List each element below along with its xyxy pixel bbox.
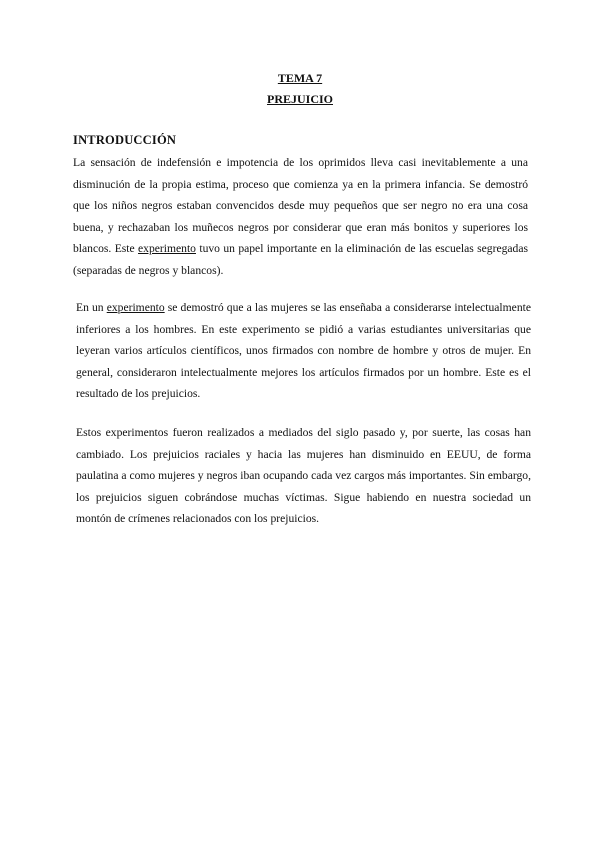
paragraph-2-text-start: En un	[76, 301, 107, 314]
paragraph-2-text-end: se demostró que a las mujeres se las enseñaba a considerarse intelectualmente inferiores a los hombres. En este experimento se pidió a varias estudiantes universitarias que leyeran varios artículos científicos, unos firmados con nombre de hombre y otros de mujer. En general, consideraron intelectualmente mejores los artículos firmados por un hombre. Este es el resultado de los prejuicios.	[76, 301, 531, 401]
paragraph-3-text: Estos experimentos fueron realizados a mediados del siglo pasado y, por suerte, las cosas han cambiado. Los prejuicios raciales y hacia las mujeres han disminuido en EEUU, de forma paulatina a como mujeres y negros iban ocupando cada vez cargos más importantes. Sin embargo, los prejuicios siguen cobrándose muchas víctimas. Sigue habiendo en nuestra sociedad un montón de crímenes relacionados con los prejuicios.	[76, 426, 531, 526]
section-heading: INTRODUCCIÓN	[73, 133, 177, 147]
topic-title: PREJUICIO	[266, 92, 333, 106]
experiment-link-2[interactable]: experimento	[106, 301, 165, 314]
paragraph-1-text-start: La sensación de indefensión e impotencia de los oprimidos lleva casi inevitablemente a una disminución de la propia estima, proceso que comienza ya en la primera infancia. Se demostró que los niños negros estaban convencidos desde muy pequeños que ser negro no era una cosa buena, y rechazaban los muñecos negros por considerar que eran más bonitos y superiores los blancos. Este	[73, 156, 528, 256]
title-block	[0, 68, 600, 110]
paragraph-1-text-end: tuvo un papel importante en la eliminación de las escuelas segregadas (separadas de negros y blancos).	[73, 242, 528, 277]
paragraph-1	[73, 152, 528, 282]
topic-number: TEMA 7	[277, 71, 323, 85]
paragraph-2	[73, 297, 531, 405]
paragraph-3	[73, 422, 531, 530]
experiment-link-1[interactable]: experimento	[138, 242, 196, 256]
